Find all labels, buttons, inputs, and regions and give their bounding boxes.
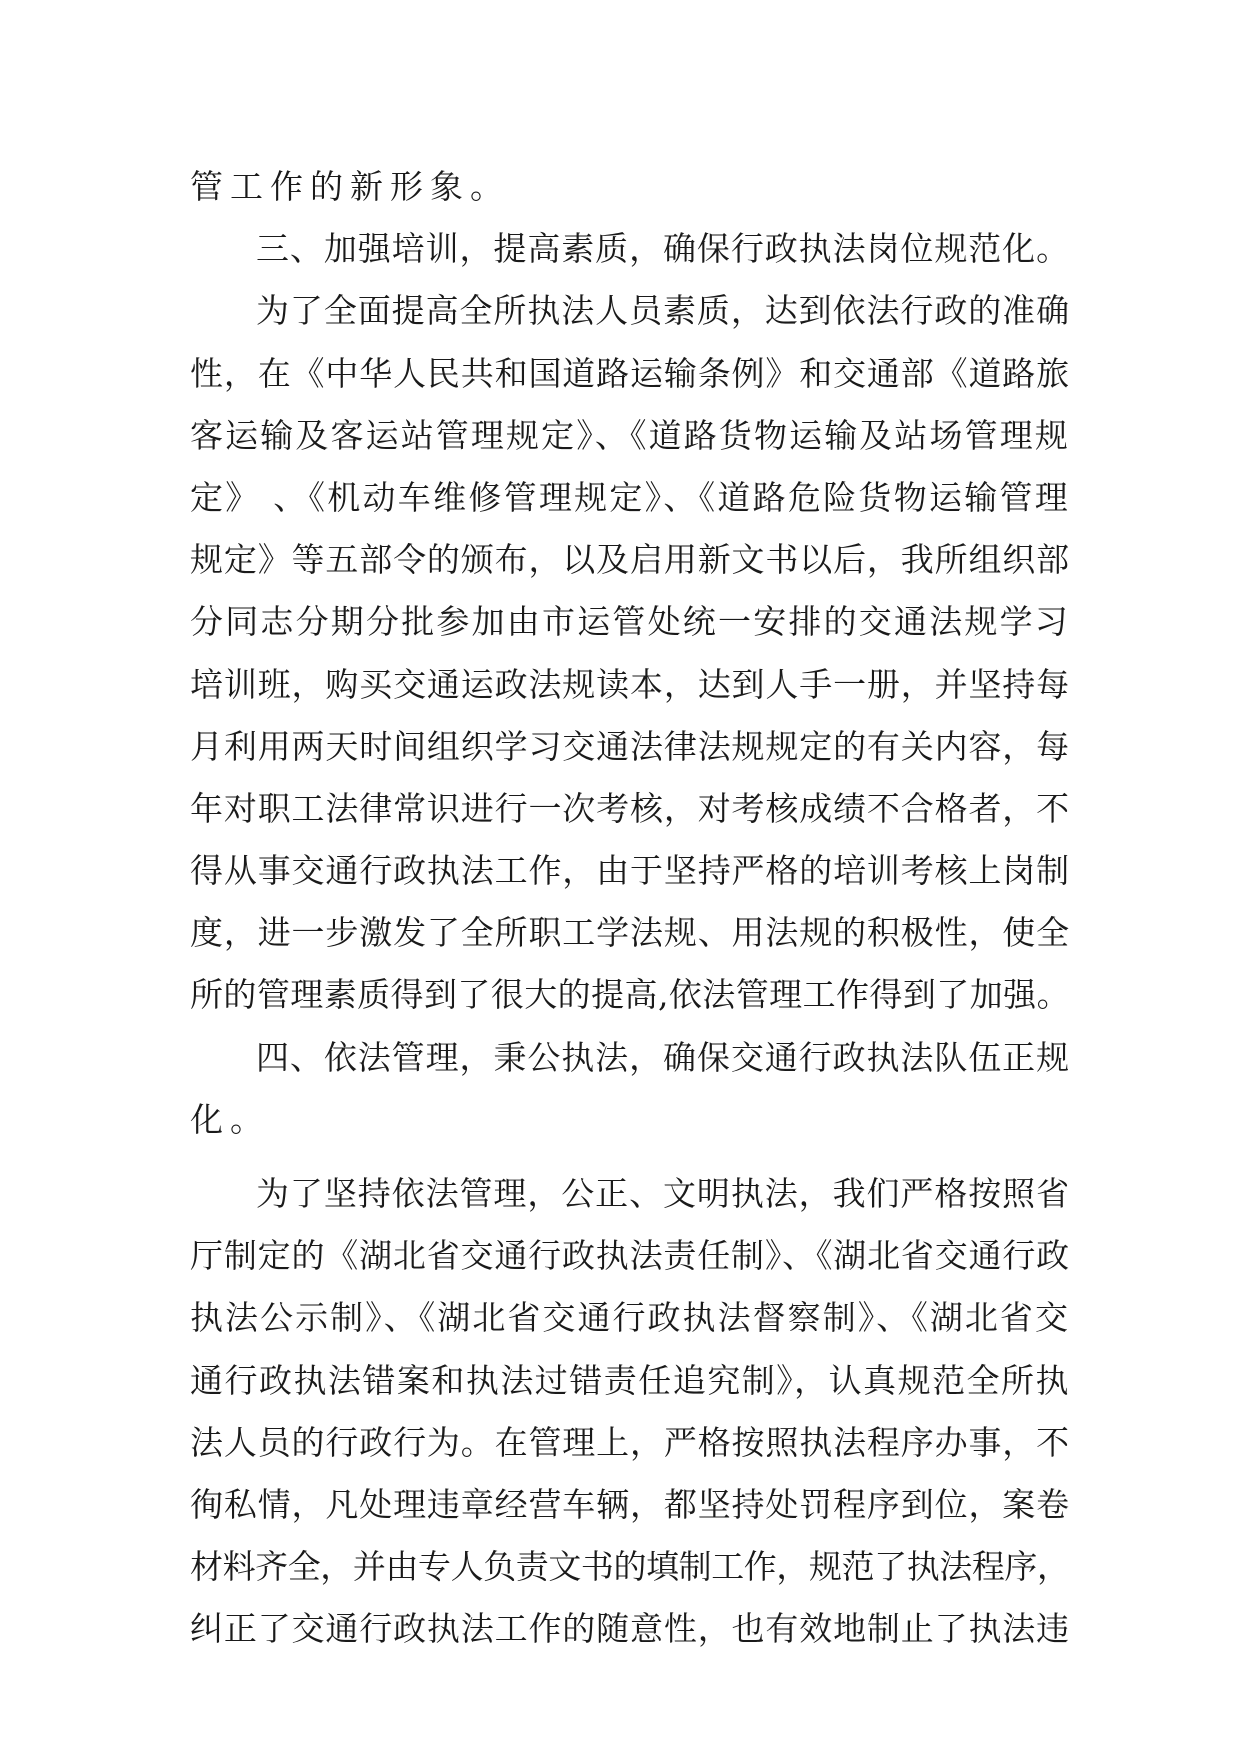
paragraph-line: 通行政执法错案和执法过错责任追究制》，认真规范全所执 (190, 1360, 1070, 1400)
paragraph-line: 性，在《中华人民共和国道路运输条例》和交通部《道路旅 (190, 353, 1070, 393)
paragraph-line: 规定》等五部令的颁布，以及启用新文书以后，我所组织部 (190, 540, 1070, 580)
paragraph-line: 纠正了交通行政执法工作的随意性，也有效地制止了执法违 (190, 1609, 1070, 1649)
paragraph-line: 材料齐全，并由专人负责文书的填制工作，规范了执法程序， (190, 1547, 1070, 1587)
paragraph-line: 所的管理素质得到了很大的提高,依法管理工作得到了加强。 (190, 975, 1070, 1015)
paragraph-line: 得从事交通行政执法工作，由于坚持严格的培训考核上岗制 (190, 851, 1070, 891)
paragraph-line: 执法公示制》、《湖北省交通行政执法督察制》、《湖北省交 (190, 1298, 1070, 1338)
paragraph-line: 客运输及客运站管理规定》、《道路货物运输及站场管理规 (190, 415, 1070, 455)
section-heading-3: 三、加强培训，提高素质，确保行政执法岗位规范化。 (256, 229, 1070, 269)
text-line: 管工作的新形象。 (190, 167, 510, 206)
paragraph-line: 分同志分期分批参加由市运管处统一安排的交通法规学习 (190, 602, 1070, 642)
paragraph-line: 定》 、《机动车维修管理规定》、《道路危险货物运输管理 (190, 477, 1070, 517)
section-heading-4: 四、依法管理，秉公执法，确保交通行政执法队伍正规 (256, 1037, 1070, 1077)
document-body (190, 156, 1070, 1661)
paragraph-line: 培训班，购买交通运政法规读本，达到人手一册，并坚持每 (190, 664, 1070, 704)
paragraph-line: 厅制定的《湖北省交通行政执法责任制》、《湖北省交通行政 (190, 1236, 1070, 1276)
paragraph-line: 月利用两天时间组织学习交通法律法规规定的有关内容，每 (190, 726, 1070, 766)
paragraph-line: 年对职工法律常识进行一次考核，对考核成绩不合格者，不 (190, 788, 1070, 828)
paragraph-line: 为了坚持依法管理，公正、文明执法，我们严格按照省 (256, 1174, 1070, 1213)
paragraph-line: 法人员的行政行为。在管理上，严格按照执法程序办事，不 (190, 1422, 1070, 1462)
paragraph-line: 度，进一步激发了全所职工学法规、用法规的积极性，使全 (190, 913, 1070, 953)
paragraph-line: 徇私情，凡处理违章经营车辆，都坚持处罚程序到位，案卷 (190, 1484, 1070, 1524)
section-heading-4-cont: 化。 (190, 1099, 270, 1139)
paragraph-line: 为了全面提高全所执法人员素质，达到依法行政的准确 (256, 291, 1070, 331)
